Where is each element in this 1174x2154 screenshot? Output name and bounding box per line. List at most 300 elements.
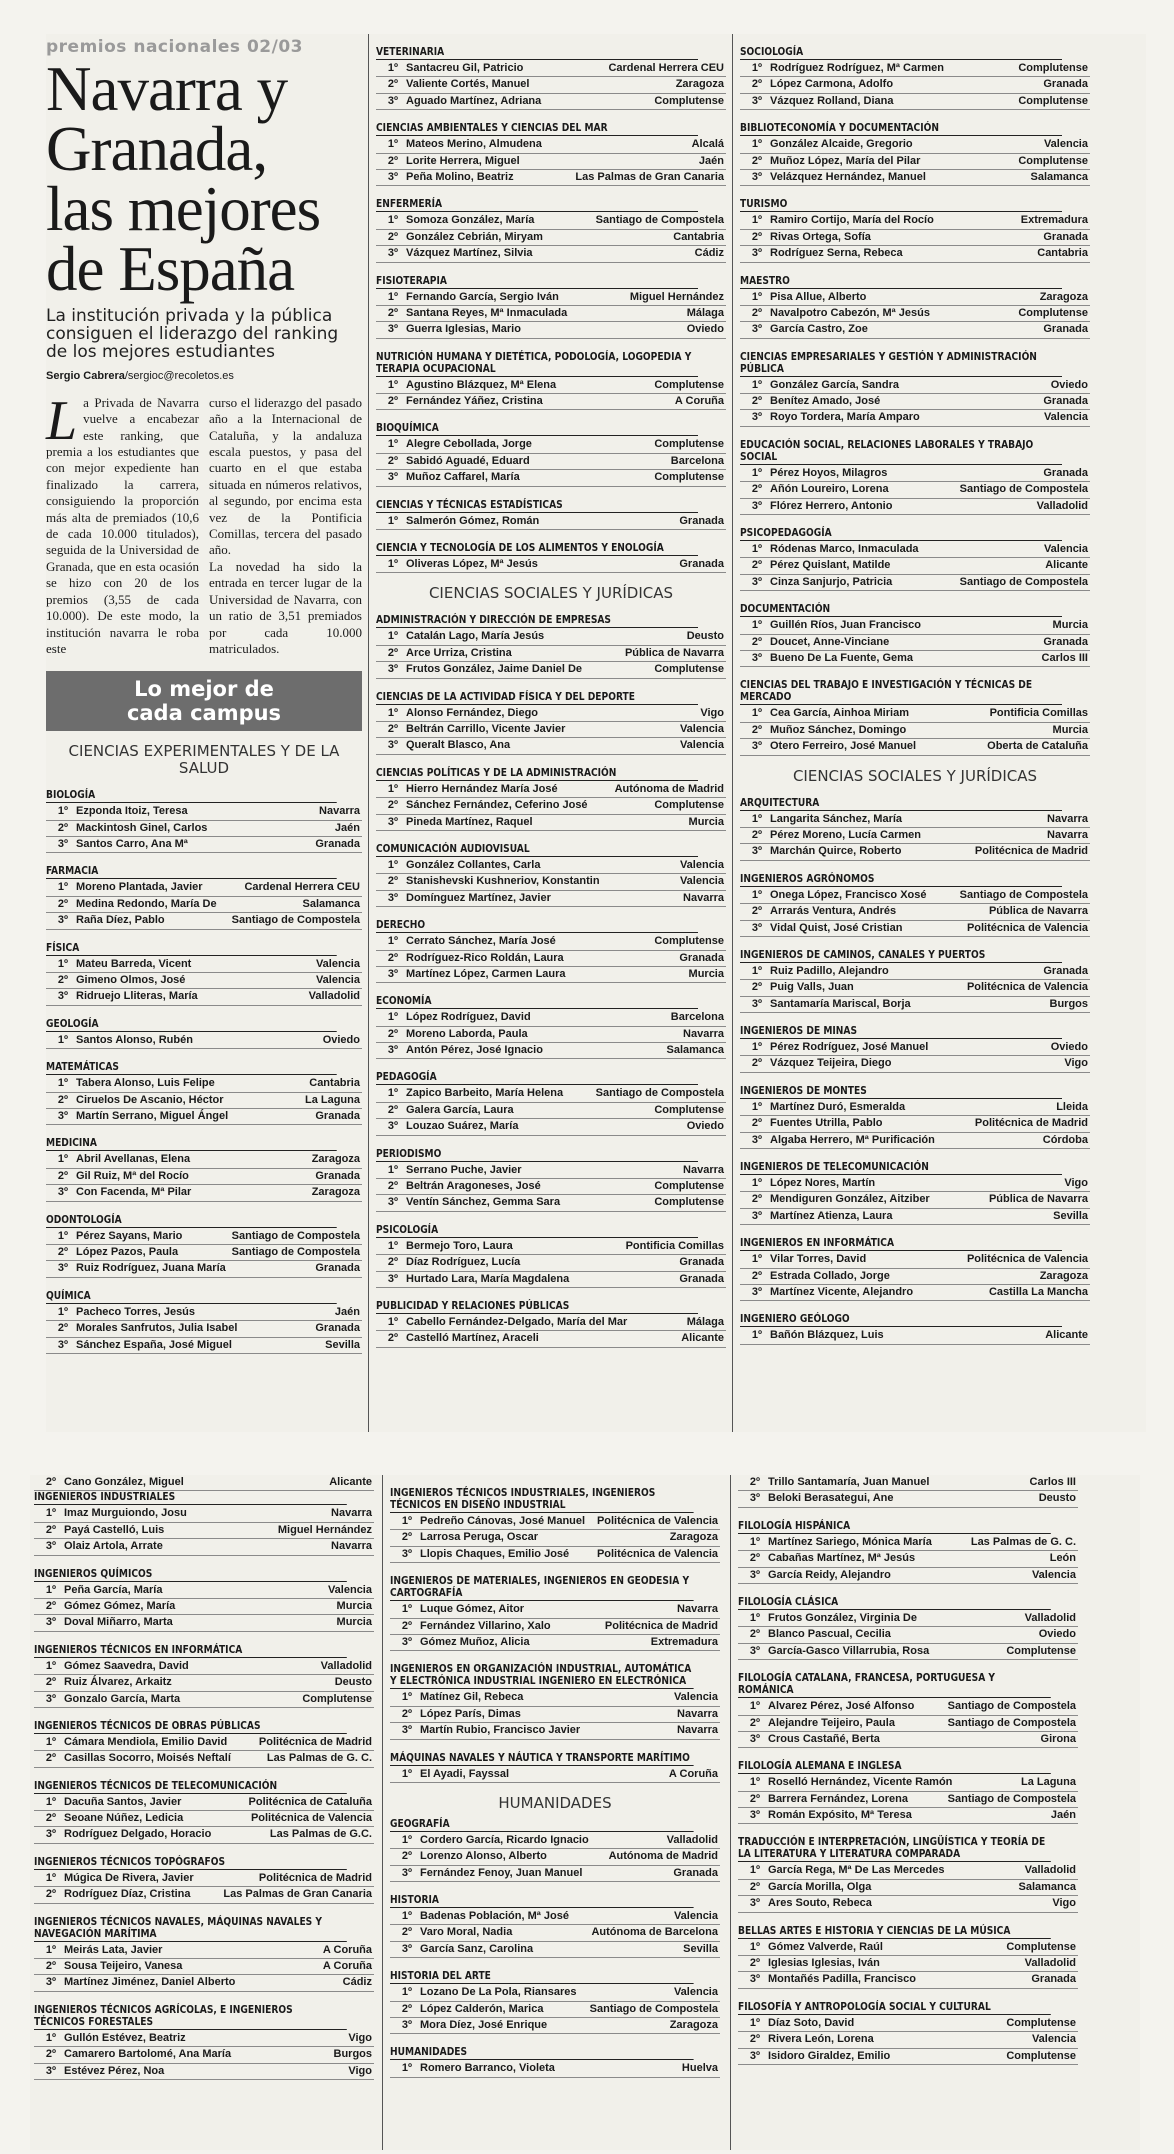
rank-position: 1º [749,2016,760,2029]
student-name: Alejandre Teijeiro, Paula [768,1716,895,1729]
category-block [376,614,726,678]
student-name: Meirás Lata, Javier [64,1943,163,1956]
result-row [390,1530,720,1546]
rank-position: 2º [57,1093,68,1106]
rank-position: 2º [387,1332,398,1345]
student-name: Fernando García, Sergio Iván [406,290,559,303]
student-name: García-Gasco Villarrubia, Rosa [768,1644,930,1657]
rank-position: 2º [401,1531,412,1544]
university-name: Complutense [1018,62,1088,74]
result-row [740,466,1090,482]
university-name: Oviedo [686,323,724,336]
student-name: Serrano Puche, Javier [406,1163,522,1176]
result-row [738,1716,1078,1732]
category-title: QUÍMICA [46,1290,337,1304]
rank-position: 2º [57,1245,68,1258]
student-name: Dacuña Santos, Javier [64,1795,182,1808]
rank-position: 1º [751,964,762,977]
category-block [376,1071,726,1135]
student-name: Ródenas Marco, Inmaculada [770,543,919,556]
byline: Sergio Cabrera/sergioc@recoletos.es [46,370,234,383]
rank-position: 2º [45,1476,56,1488]
rank-position: 1º [387,514,398,527]
rank-position: 1º [401,1767,412,1780]
university-name: Politécnica de Madrid [974,1117,1088,1130]
university-name: Las Palmas de Gran Canaria [223,1888,372,1901]
university-name: Granada [315,1322,360,1335]
result-row [376,1119,726,1135]
category-title: ECONOMÍA [376,995,698,1009]
student-name: Beltrán Carrillo, Vicente Javier [406,722,566,735]
student-name: Frutos González, Jaime Daniel De [406,663,583,676]
student-name: Cabañas Martínez, Mª Jesús [768,1552,916,1565]
rank-position: 2º [57,1169,68,1182]
result-row [740,1252,1090,1268]
rank-position: 1º [749,1940,760,1953]
result-row [376,230,726,246]
result-row [740,394,1090,410]
rank-position: 3º [751,247,762,260]
university-name: Granada [1043,964,1088,977]
university-name: Autónoma de Madrid [614,782,724,795]
category-title: INGENIEROS TÉCNICOS NAVALES, MÁQUINAS NAVALES Y NAVEGACIÓN MARÍTIMA [34,1916,347,1942]
category-title: INGENIEROS AGRÓNOMOS [740,873,1062,887]
university-name: Carlos III [1041,651,1088,664]
rank-position: 1º [387,782,398,795]
result-row [376,378,726,394]
category-title: INGENIEROS TÉCNICOS DE OBRAS PÚBLICAS [34,1720,347,1734]
student-name: Santacreu Gil, Patricio [406,62,524,74]
rank-position: 3º [749,1897,760,1910]
result-row [740,635,1090,651]
result-row [34,1583,374,1599]
student-name: Algaba Herrero, Mª Purificación [770,1133,935,1146]
rank-position: 1º [751,1329,762,1342]
rank-position: 1º [57,1229,68,1242]
university-name: Granada [315,1262,360,1275]
rank-position: 3º [751,1285,762,1298]
university-name: Valencia [1043,138,1088,151]
result-row [376,798,726,814]
category-title: FARMACIA [46,865,337,879]
article-column [46,34,362,1354]
university-name: Granada [1043,466,1088,479]
student-name: Blanco Pascual, Cecilia [768,1628,891,1641]
rank-position: 1º [387,438,398,451]
column-divider [368,34,369,1432]
rank-position: 1º [57,1077,68,1090]
university-name: Burgos [333,2048,372,2061]
result-row [376,1086,726,1102]
student-name: Beltrán Aragoneses, José [406,1180,541,1193]
rank-position: 1º [45,1583,56,1596]
university-name: Complutense [654,1103,724,1116]
result-row [376,514,726,530]
rank-position: 2º [751,1117,762,1130]
student-name: Alegre Cebollada, Jorge [406,438,532,451]
student-name: Payá Castelló, Luis [64,1523,165,1536]
result-row [376,61,726,77]
rank-position: 1º [749,1700,760,1713]
rank-position: 1º [45,1943,56,1956]
result-row [740,1176,1090,1192]
section-kicker: premios nacionales 02/03 [46,37,303,57]
category-title: FILOSOFÍA Y ANTROPOLOGÍA SOCIAL Y CULTURAL [738,2001,1051,2015]
student-name: Mackintosh Ginel, Carlos [76,821,208,834]
university-name: Jaén [334,821,360,834]
student-name: Martínez Duró, Esmeralda [770,1100,906,1113]
result-row [376,290,726,306]
rank-position: 3º [57,1262,68,1275]
result-row [740,61,1090,77]
university-name: Granada [1031,1973,1076,1986]
rank-position: 2º [751,395,762,408]
result-row [46,1305,362,1321]
university-name: Las Palmas de G. C. [970,1535,1076,1548]
rank-position: 2º [751,828,762,841]
student-name: Llopis Chaques, Emilio José [420,1547,570,1560]
student-name: Santos Carro, Ana Mª [76,838,188,851]
university-name: Valencia [327,1583,372,1596]
column-divider [732,34,733,1432]
result-row [390,1866,720,1882]
result-row [376,738,726,754]
rank-position: 1º [749,1611,760,1624]
university-name: Málaga [686,306,724,319]
category-block [738,1760,1078,1824]
student-name: Somoza González, María [406,214,535,227]
university-name: Granada [673,1866,718,1879]
result-row [740,1328,1090,1344]
university-name: Valencia [315,957,360,970]
university-name: Santiago de Compostela [959,575,1088,588]
student-name: López Calderón, Marica [420,2002,544,2015]
result-row [376,322,726,338]
result-row [34,1795,374,1811]
result-row [376,77,726,93]
result-row [376,437,726,453]
category-title: CIENCIAS AMBIENTALES Y CIENCIAS DEL MAR [376,122,698,136]
university-name: Complutense [1006,2016,1076,2029]
student-name: Larrosa Peruga, Oscar [420,1531,539,1544]
result-row [740,290,1090,306]
rank-position: 1º [57,1153,68,1166]
rank-position: 3º [749,1644,760,1657]
student-name: Vázquez Martínez, Silvia [406,247,533,260]
student-name: Royo Tordera, María Amparo [770,411,920,424]
result-row [738,2049,1078,2065]
student-name: Lorite Herrera, Miguel [406,154,520,167]
university-name: Complutense [1006,1940,1076,1953]
result-row [34,1735,374,1751]
student-name: Onega López, Francisco Xosé [770,888,927,901]
result-row [390,1635,720,1651]
student-name: Sousa Teijeiro, Vanesa [64,1960,183,1973]
student-name: Romero Barranco, Violeta [420,2062,555,2075]
category-block [46,1137,362,1201]
university-name: Politécnica de Valencia [250,1812,372,1825]
result-row [34,1475,374,1491]
rank-position: 2º [387,799,398,812]
result-row [738,1627,1078,1643]
category-title: SOCIOLOGÍA [740,46,1062,60]
rank-position: 3º [45,1828,56,1841]
student-name: Gimeno Olmos, José [76,974,186,987]
result-row [738,2032,1078,2048]
rank-position: 1º [401,1833,412,1846]
category-title: NUTRICIÓN HUMANA Y DIETÉTICA, PODOLOGÍA, LOGOPEDIA Y TERAPIA OCUPACIONAL [376,351,698,377]
category-block [376,1224,726,1288]
student-name: Rodríguez-Rico Roldán, Laura [406,951,564,964]
result-row [740,1209,1090,1225]
student-name: Catalán Lago, María Jesús [406,630,545,643]
rank-position: 2º [749,1716,760,1729]
student-name: Peña Molino, Beatriz [406,170,514,183]
rank-position: 2º [401,1850,412,1863]
student-name: Pérez Moreno, Lucía Carmen [770,828,921,841]
rank-position: 2º [751,154,762,167]
category-title: INGENIEROS INDUSTRIALES [34,1491,347,1505]
result-row [46,821,362,837]
student-name: Arrarás Ventura, Andrés [770,905,897,918]
category-block [376,1148,726,1212]
rank-position: 3º [57,914,68,927]
rank-position: 3º [749,1492,760,1505]
student-name: Rodríguez Rodríguez, Mª Carmen [770,62,944,74]
student-name: Raña Díez, Pablo [76,914,165,927]
category-title: PERIODISMO [376,1148,698,1162]
category-title: INGENIERO GEÓLOGO [740,1313,1062,1327]
rank-position: 1º [751,888,762,901]
result-row [740,1100,1090,1116]
rank-position: 2º [401,2002,412,2015]
results-column-3 [740,34,1090,1345]
rank-position: 1º [749,1535,760,1548]
result-row [34,1887,374,1903]
university-name: Oviedo [1050,1041,1088,1054]
university-name: Santiago de Compostela [947,1792,1076,1805]
result-row [738,1644,1078,1660]
university-name: Huelva [681,2062,718,2075]
category-block [46,1061,362,1125]
student-name: González García, Sandra [770,378,899,391]
result-row [740,94,1090,110]
university-name: Complutense [654,1196,724,1209]
rank-position: 2º [387,154,398,167]
result-row [46,1338,362,1354]
student-name: Vidal Quist, José Cristian [770,921,903,934]
student-name: Gómez Gómez, María [64,1599,176,1612]
student-name: Matínez Gil, Rebeca [420,1691,524,1704]
rank-position: 3º [749,1568,760,1581]
university-name: Vigo [1064,1057,1088,1070]
university-name: Girona [1040,1732,1076,1745]
student-name: Rodríguez Serna, Rebeca [770,247,903,260]
university-name: Valencia [1043,543,1088,556]
category-block [46,789,362,853]
rank-position: 2º [401,1926,412,1939]
student-name: Muñoz Caffarel, María [406,471,520,484]
category-block [738,1520,1078,1584]
rank-position: 3º [751,411,762,424]
student-name: Arce Urriza, Cristina [406,646,512,659]
rank-position: 3º [387,891,398,904]
rank-position: 1º [57,1305,68,1318]
category-block [390,1894,720,1958]
section-heading: CIENCIAS EXPERIMENTALES Y DE LA SALUD [68,742,340,778]
category-title: FÍSICA [46,942,337,956]
student-name: Cabello Fernández-Delgado, María del Mar [406,1315,628,1328]
university-name: Complutense [654,378,724,391]
university-name: Granada [679,1272,724,1285]
result-row [740,230,1090,246]
result-row [376,1103,726,1119]
result-row [46,1033,362,1049]
university-name: Jaén [334,1305,360,1318]
student-name: García Castro, Zoe [770,323,868,336]
rank-position: 3º [751,170,762,183]
result-row [46,897,362,913]
category-title: TURISMO [740,198,1062,212]
university-name: Valencia [673,1910,718,1923]
university-name: Santiago de Compostela [231,1229,360,1242]
student-name: Flórez Herrero, Antonio [770,499,893,512]
university-name: Murcia [1052,619,1088,632]
result-row [740,844,1090,860]
university-name: La Laguna [1020,1776,1076,1789]
rank-position: 3º [401,2019,412,2032]
university-name: Autónoma de Barcelona [591,1926,718,1939]
result-row [46,837,362,853]
rank-position: 3º [45,1976,56,1989]
result-row [376,1331,726,1347]
student-name: Hierro Hernández María José [406,782,558,795]
university-name: Zaragoza [1039,1269,1088,1282]
result-row [376,306,726,322]
result-row [376,1239,726,1255]
result-row [376,394,726,410]
university-name: Zaragoza [669,2019,718,2032]
student-name: Ventín Sánchez, Gemma Sara [406,1196,561,1209]
student-name: Pérez Hoyos, Milagros [770,466,888,479]
result-row [390,2061,720,2077]
category-title: CIENCIAS POLÍTICAS Y DE LA ADMINISTRACIÓN [376,767,698,781]
student-name: Bueno De La Fuente, Gema [770,651,914,664]
student-name: Martínez López, Carmen Laura [406,967,566,980]
category-title: INGENIEROS EN ORGANIZACIÓN INDUSTRIAL, AUTOMÁTICA Y ELECTRÓNICA INDUSTRIAL INGENIERO EN ELECTRÓNICA [390,1663,694,1689]
category-block [390,1487,720,1563]
student-name: Ezponda Itoiz, Teresa [76,805,188,818]
university-name: Salamanca [666,1044,724,1057]
university-name: Santiago de Compostela [959,888,1088,901]
result-row [740,888,1090,904]
result-row [34,1751,374,1767]
rank-position: 3º [387,815,398,828]
rank-position: 1º [401,1691,412,1704]
university-name: Santiago de Compostela [595,1087,724,1100]
student-name: Moreno Plantada, Javier [76,881,203,894]
result-row [740,1192,1090,1208]
article-body [46,389,362,658]
university-name: Sevilla [325,1338,360,1351]
result-row [376,154,726,170]
rank-position: 2º [45,1599,56,1612]
category-title: COMUNICACIÓN AUDIOVISUAL [376,843,698,857]
result-row [740,575,1090,591]
result-row [46,989,362,1005]
category-block [740,603,1090,667]
student-name: Estévez Pérez, Noa [64,2064,165,2077]
result-row [738,1972,1078,1988]
university-name: Zaragoza [311,1186,360,1199]
category-block [376,351,726,411]
university-name: Valladolid [1024,1864,1076,1877]
result-row [376,557,726,573]
category-block [740,797,1090,861]
rank-position: 2º [45,1752,56,1765]
student-name: Díaz Soto, David [768,2016,855,2029]
student-name: Lozano De La Pola, Riansares [420,1986,577,1999]
university-name: Extremadura [1020,214,1088,227]
category-block [376,691,726,755]
university-name: Cardenal Herrera CEU [608,62,724,74]
student-name: Seoane Núñez, Ledicia [64,1812,184,1825]
student-name: Pisa Allue, Alberto [770,290,867,303]
result-row [34,2047,374,2063]
result-row [740,170,1090,186]
bottom-page-section [30,1475,1140,2150]
student-name: Doucet, Anne-Vinciane [770,635,890,648]
category-block [34,1916,374,1992]
category-title: FISIOTERAPIA [376,275,698,289]
category-block [740,873,1090,937]
student-name: Añón Loureiro, Lorena [770,483,889,496]
rank-position: 1º [387,138,398,151]
article-body-col-1: La Privada de Navarra vuelve a encabezar este ranking, que premia a los estudiantes que con mejor expediente han finalizado la carrera, consiguiendo la proporción más alta de premiados (10,6 de cada 10.000 titulados), seguida de la Universidad de Granada, que en esta ocasión se hizo con 20 de los premios (3,55 de cada 10.000). De este modo, la institución navarra le roba este [46,389,199,656]
rank-position: 3º [57,1338,68,1351]
rank-position: 2º [45,1523,56,1536]
university-name: Valladolid [1036,499,1088,512]
student-name: Alvarez Pérez, José Alfonso [768,1700,915,1713]
result-row [46,1261,362,1277]
result-row [740,306,1090,322]
result-row [46,913,362,929]
result-row [740,246,1090,262]
rank-position: 1º [751,1253,762,1266]
category-block [34,1856,374,1904]
university-name: Granada [1043,395,1088,408]
university-name: Oviedo [322,1033,360,1046]
category-title: BELLAS ARTES E HISTORIA Y CIENCIAS DE LA MÚSICA [738,1925,1051,1939]
headline: Navarra y Granada, las mejores de España [46,54,321,305]
rank-position: 2º [57,1322,68,1335]
student-name: Ares Souto, Rebeca [768,1897,872,1910]
university-name: Navarra [319,805,360,818]
rank-position: 1º [749,1864,760,1877]
university-name: Cantabria [309,1077,360,1090]
rank-position: 3º [387,1044,398,1057]
rank-position: 3º [751,651,762,664]
student-name: Pérez Sayans, Mario [76,1229,183,1242]
category-title: CIENCIAS Y TÉCNICAS ESTADÍSTICAS [376,499,698,513]
rank-position: 2º [387,875,398,888]
university-name: Santiago de Compostela [589,2002,718,2015]
rank-position: 3º [387,1272,398,1285]
university-name: Santiago de Compostela [231,914,360,927]
category-block [376,767,726,831]
category-title: DOCUMENTACIÓN [740,603,1062,617]
rank-position: 1º [751,707,762,720]
